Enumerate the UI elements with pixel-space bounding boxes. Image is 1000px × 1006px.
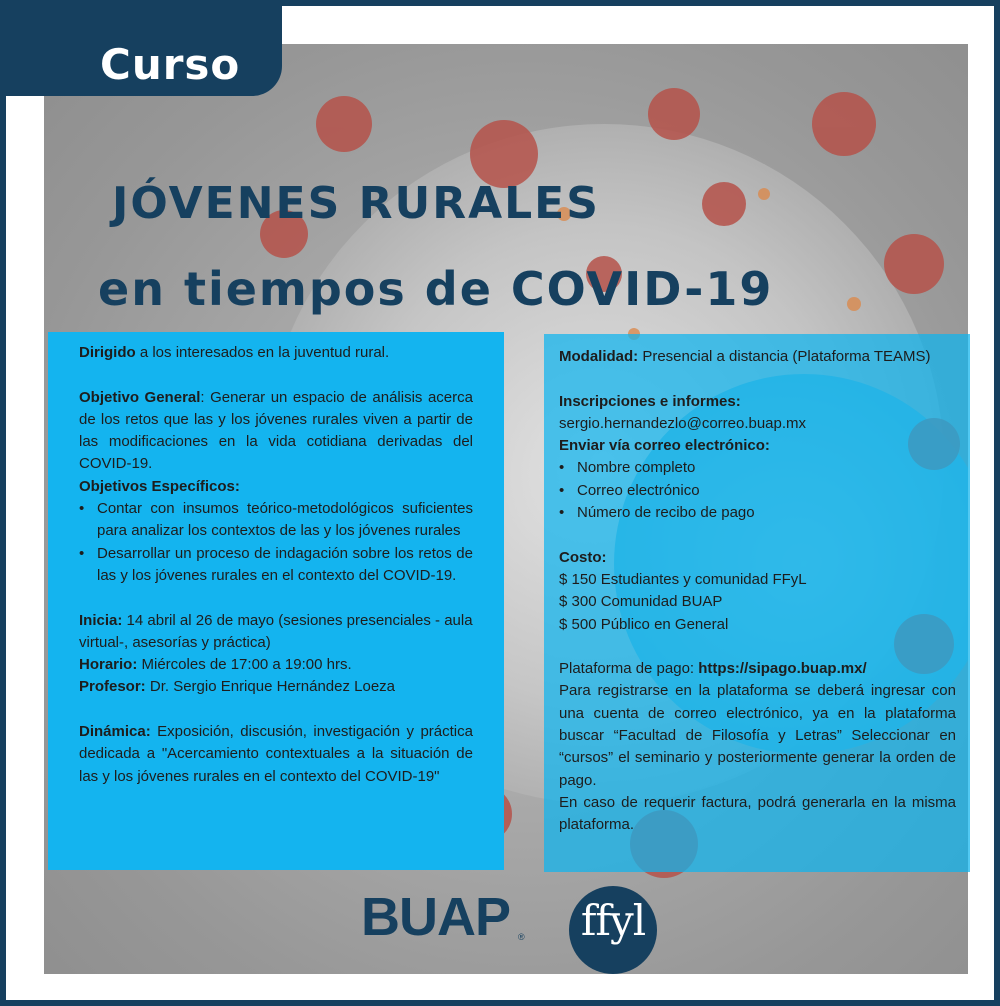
cost-item: $ 150 Estudiantes y comunidad FFyL [559, 570, 807, 588]
list-item: • Número de recibo de pago [559, 502, 956, 524]
payment-platform-link[interactable]: https://sipago.buap.mx/ [698, 660, 867, 678]
contact-email[interactable]: sergio.hernandezlo@correo.buap.mx [559, 414, 807, 432]
dirigido-text: a los interesados en la juventud rural. [135, 344, 390, 361]
inscripciones-label: Inscripciones e informes: [559, 392, 741, 410]
list-item: • Nombre completo [559, 457, 956, 479]
dinamica-label: Dinámica: [79, 723, 151, 741]
profesor-text: Dr. Sergio Enrique Hernández Loeza [145, 678, 396, 696]
objetivo-general-text: : Generar un espacio de análisis acerca de los retos que las y los jóvenes rurales viven a partir de las modificaciones en la vida cotidiana derivadas del COVID-19. [79, 388, 473, 473]
objetivos-especificos-label: Objetivos Específicos: [79, 477, 240, 495]
enviar-list [559, 457, 956, 524]
ffyl-logo-text: ffyl [580, 896, 646, 945]
modalidad-text: Presencial a distancia (Plataforma TEAMS) [638, 348, 931, 365]
inicia-row [79, 610, 473, 655]
modalidad-row [559, 346, 956, 368]
title-line-2: en tiempos de COVID-19 [98, 262, 774, 316]
title-line-1: JÓVENES RURALES [112, 178, 600, 229]
list-item: • Desarrollar un proceso de indagación sobre los retos de las y los jóvenes rurales en el contexto del COVID-19. [79, 543, 473, 588]
registration-info-panel [544, 334, 970, 872]
registration-instructions: Para registrarse en la plataforma se deberá ingresar con una cuenta de correo electrónico, ya en la plataforma buscar “Facultad de Filosofía y Letras” Seleccionar en “cursos” el seminario y posteriormente generar la orden de pago. [559, 682, 956, 789]
horario-label: Horario: [79, 656, 138, 674]
plataforma-label: Plataforma de pago: [559, 660, 699, 678]
dirigido-row [79, 342, 473, 364]
modalidad-label: Modalidad: [559, 348, 639, 365]
costo-label: Costo: [559, 548, 607, 566]
objetivos-especificos-list [79, 498, 473, 587]
list-item: • Correo electrónico [559, 480, 956, 502]
buap-logo: BUAP [361, 887, 511, 947]
invoice-note: En caso de requerir factura, podrá generarla en la misma plataforma. [559, 793, 956, 834]
profesor-label: Profesor: [79, 678, 146, 696]
cost-item: $ 500 Público en General [559, 615, 729, 633]
enviar-label: Enviar vía correo electrónico: [559, 437, 770, 455]
inicia-label: Inicia: [79, 611, 123, 629]
dinamica-row [79, 721, 473, 788]
objetivo-general-label: Objetivo General [79, 388, 201, 406]
plataforma-row [559, 658, 956, 680]
ffyl-logo [569, 886, 657, 974]
horario-text: Miércoles de 17:00 a 19:00 hrs. [137, 656, 352, 674]
horario-row [79, 654, 473, 676]
dirigido-label: Dirigido [79, 344, 136, 361]
list-item: • Contar con insumos teórico-metodológicos suficientes para analizar los contextos de las y los jóvenes rurales [79, 498, 473, 543]
registered-mark: ® [518, 932, 525, 942]
dinamica-text: Exposición, discusión, investigación y práctica dedicada a "Acercamiento contextuales a la situación de las y los jóvenes rurales en el contexto del COVID-19" [79, 723, 473, 785]
profesor-row [79, 676, 473, 698]
course-info-panel [48, 332, 504, 870]
objetivo-general-row [79, 387, 473, 476]
inicia-text: 14 abril al 26 de mayo (sesiones presenciales - aula virtual-, asesorías y práctica) [79, 611, 473, 651]
course-tag-label: Curso [100, 40, 241, 89]
cost-item: $ 300 Comunidad BUAP [559, 593, 723, 611]
course-tag [6, 6, 282, 96]
